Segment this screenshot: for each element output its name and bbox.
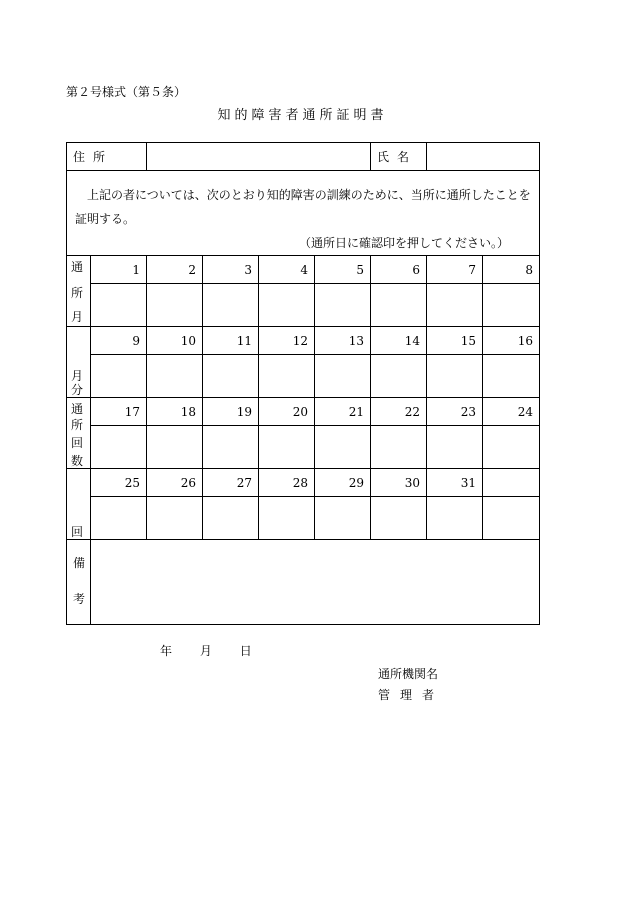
stamp-cell[interactable] [483, 355, 540, 398]
side-label-char: 分 [71, 383, 84, 397]
stamp-cell[interactable] [315, 284, 371, 327]
stamp-cell[interactable] [427, 355, 483, 398]
day-number: 8 [483, 256, 540, 284]
day-number-row-3 [67, 398, 540, 426]
stamp-cell[interactable] [147, 284, 203, 327]
day-number: 12 [259, 327, 315, 355]
stamp-row-2 [67, 355, 540, 398]
day-number: 20 [259, 398, 315, 426]
org-name-label: 通所機関名 [378, 667, 439, 681]
day-number: 24 [483, 398, 540, 426]
manager-label: 管理者 [378, 688, 445, 702]
stamp-cell[interactable] [203, 355, 259, 398]
day-number: 30 [371, 469, 427, 497]
stamp-cell[interactable] [91, 426, 147, 469]
side-label-char: 所 [71, 418, 84, 432]
remarks-label-char: 考 [73, 592, 86, 606]
day-number: 10 [147, 327, 203, 355]
day-number: 28 [259, 469, 315, 497]
remarks-row [67, 540, 540, 625]
stamp-cell[interactable] [147, 426, 203, 469]
stamp-cell[interactable] [371, 426, 427, 469]
stamp-cell[interactable] [315, 426, 371, 469]
day-number: 11 [203, 327, 259, 355]
day-number: 23 [427, 398, 483, 426]
stamp-cell[interactable] [427, 497, 483, 540]
day-number: 22 [371, 398, 427, 426]
stamp-cell[interactable] [203, 426, 259, 469]
day-number-row-4 [67, 469, 540, 497]
remarks-label-char: 備 [73, 556, 86, 570]
stamp-cell[interactable] [371, 355, 427, 398]
stamp-cell[interactable] [147, 355, 203, 398]
stamp-cell[interactable] [259, 497, 315, 540]
stamp-cell[interactable] [203, 284, 259, 327]
statement-text: 上記の者については、次のとおり知的障害の訓練のために、当所に通所したことを証明する。 [75, 188, 531, 226]
day-number: 1 [91, 256, 147, 284]
day-number: 6 [371, 256, 427, 284]
day-number: 3 [203, 256, 259, 284]
stamp-cell[interactable] [259, 426, 315, 469]
side-label-cell-1 [67, 256, 91, 327]
stamp-cell[interactable] [91, 284, 147, 327]
date-line [160, 642, 252, 659]
year-label: 年 [160, 644, 173, 658]
day-number: 13 [315, 327, 371, 355]
document-title: 知的障害者通所証明書 [217, 108, 388, 123]
stamp-cell[interactable] [315, 497, 371, 540]
day-number: 29 [315, 469, 371, 497]
side-label-cell-3 [67, 398, 91, 469]
statement-cell [67, 171, 540, 256]
stamp-cell[interactable] [91, 355, 147, 398]
day-number-row-2 [67, 327, 540, 355]
month-label: 月 [199, 644, 212, 658]
day-number: 2 [147, 256, 203, 284]
side-label-char: 回 [71, 525, 84, 539]
side-label-char: 月 [71, 310, 84, 324]
remarks-label-cell [67, 540, 91, 625]
day-number: 31 [427, 469, 483, 497]
stamp-row-1 [67, 284, 540, 327]
stamp-cell[interactable] [371, 284, 427, 327]
day-number-empty [483, 469, 540, 497]
day-number: 19 [203, 398, 259, 426]
side-label-char: 回 [71, 436, 84, 450]
stamp-cell[interactable] [483, 284, 540, 327]
day-number: 15 [427, 327, 483, 355]
day-number: 27 [203, 469, 259, 497]
side-label-char: 通 [71, 260, 84, 274]
stamp-cell[interactable] [203, 497, 259, 540]
address-field[interactable] [147, 143, 371, 171]
day-number: 5 [315, 256, 371, 284]
stamp-cell[interactable] [427, 426, 483, 469]
side-label-char: 月 [71, 369, 84, 383]
statement-note: （通所日に確認印を押してください。） [299, 236, 510, 250]
day-number: 25 [91, 469, 147, 497]
stamp-cell[interactable] [91, 497, 147, 540]
day-number: 26 [147, 469, 203, 497]
statement-row [67, 171, 540, 256]
name-field[interactable] [427, 143, 540, 171]
day-number: 9 [91, 327, 147, 355]
form-number: 第２号様式（第５条） [66, 85, 187, 99]
remarks-field[interactable] [91, 540, 540, 625]
stamp-cell[interactable] [315, 355, 371, 398]
stamp-cell[interactable] [259, 284, 315, 327]
day-number: 16 [483, 327, 540, 355]
side-label-char: 数 [71, 454, 84, 468]
certificate-table [66, 142, 540, 625]
day-number: 14 [371, 327, 427, 355]
stamp-cell[interactable] [483, 426, 540, 469]
day-number: 21 [315, 398, 371, 426]
side-label-cell-4 [67, 469, 91, 540]
day-number-row-1 [67, 256, 540, 284]
day-number: 4 [259, 256, 315, 284]
stamp-cell[interactable] [483, 497, 540, 540]
side-label-char: 通 [71, 402, 84, 416]
day-label: 日 [239, 644, 252, 658]
stamp-cell[interactable] [371, 497, 427, 540]
name-label: 氏名 [371, 143, 427, 171]
header-row [67, 143, 540, 171]
day-number: 17 [91, 398, 147, 426]
side-label-char: 所 [71, 286, 84, 300]
day-number: 18 [147, 398, 203, 426]
address-label: 住所 [67, 143, 147, 171]
day-number: 7 [427, 256, 483, 284]
stamp-row-4 [67, 497, 540, 540]
stamp-cell[interactable] [427, 284, 483, 327]
side-label-cell-2 [67, 327, 91, 398]
stamp-cell[interactable] [147, 497, 203, 540]
stamp-cell[interactable] [259, 355, 315, 398]
stamp-row-3 [67, 426, 540, 469]
